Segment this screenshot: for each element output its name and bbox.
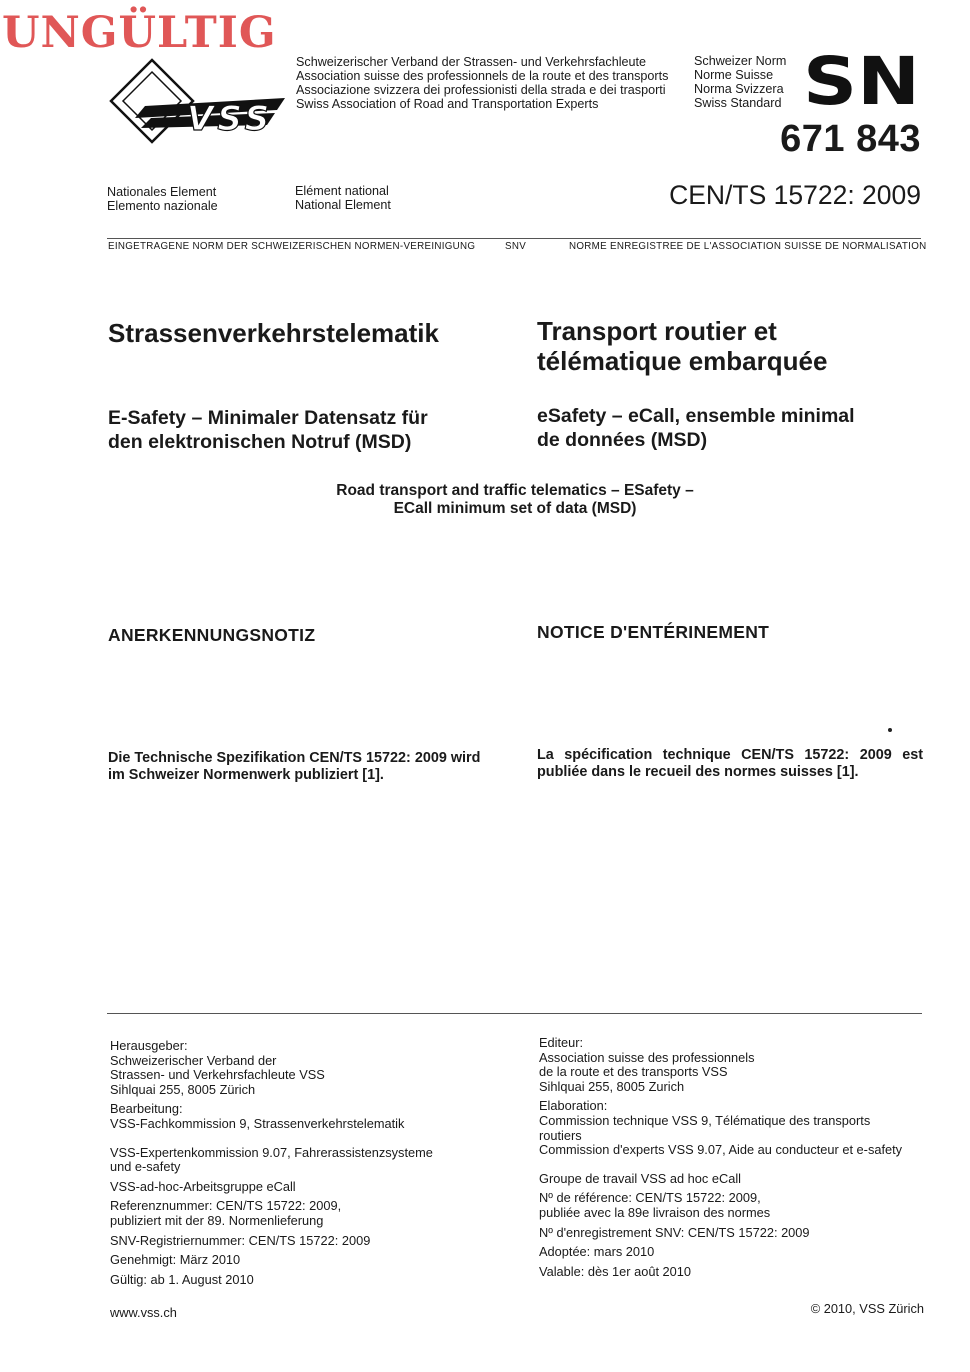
notice-text-fr: La spécification technique CEN/TS 15722: 2009 est publiée dans le recueil des normes suisses [1]. [537,747,923,780]
experts-de-line2: und e-safety [110,1159,181,1175]
national-element-fr: Elément national [295,184,389,198]
register-fr: NORME ENREGISTREE DE L'ASSOCIATION SUISSE DE NORMALISATION [569,241,927,252]
register-snv: SNV [505,241,527,252]
header-divider [107,238,921,239]
subtitle-fr-line1: eSafety – eCall, ensemble minimal [537,405,855,427]
valid-de: Gültig: ab 1. August 2010 [110,1271,254,1287]
website-link[interactable]: www.vss.ch [110,1305,177,1320]
editing-label-de: Bearbeitung: [110,1101,183,1117]
subtitle-de [108,406,428,454]
footer-divider [107,1013,922,1014]
assoc-en: Swiss Association of Road and Transportation Experts [296,97,599,111]
norm-label-de: Schweizer Norm [694,54,787,68]
notice-heading-fr: NOTICE D'ENTÉRINEMENT [537,622,770,642]
register-de: EINGETRAGENE NORM DER SCHWEIZERISCHEN NORMEN-VEREINIGUNG [108,241,476,252]
approved-de: Genehmigt: März 2010 [110,1252,241,1268]
valid-fr: Valable: dès 1er août 2010 [539,1263,692,1279]
assoc-fr: Association suisse des professionnels de la route et des transports [296,69,669,83]
title-en-line1: Road transport and traffic telematics – ESafety – [336,482,694,499]
assoc-it: Associazione svizzera dei professionisti della strada e dei trasporti [296,83,666,97]
publisher-fr-line1: Association suisse des professionnels [539,1049,755,1065]
cen-ts-number: CEN/TS 15722: 2009 [669,180,921,210]
reference-fr-line1: Nº de référence: CEN/TS 15722: 2009, [539,1190,761,1206]
notice-text-de: Die Technische Spezifikation CEN/TS 15722: 2009 wird im Schweizer Normenwerk publiziert [1]. [108,750,481,783]
norm-label-it: Norma Svizzera [694,82,784,96]
working-group-de: VSS-ad-hoc-Arbeitsgruppe eCall [110,1178,296,1194]
norm-labels [694,54,786,110]
reference-de-line1: Referenznummer: CEN/TS 15722: 2009, [110,1198,342,1214]
subtitle-de-line1: E-Safety – Minimaler Datensatz für [108,407,428,429]
national-element-en: National Element [295,198,391,212]
speck-mark [888,728,892,732]
invalid-stamp: UNGÜLTIG [2,8,277,58]
commission-de: VSS-Fachkommission 9, Strassenverkehrstelematik [110,1115,405,1131]
subtitle-de-line2: den elektronischen Notruf (MSD) [108,431,412,453]
national-element-de-it [107,185,218,213]
colophon-de [110,1039,510,1287]
colophon-fr [539,1036,929,1279]
subtitle-fr-line2: de données (MSD) [537,429,708,451]
sn-logo [803,52,921,108]
working-group-fr: Groupe de travail VSS ad hoc eCall [539,1170,742,1186]
commission-fr-line1: Commission technique VSS 9, Télématique des transports [539,1112,871,1128]
assoc-de: Schweizerischer Verband der Strassen- und Verkehrsfachleute [296,55,647,69]
publisher-label-fr: Editeur: [539,1035,584,1050]
subtitle-fr [537,404,855,452]
approved-fr: Adoptée: mars 2010 [539,1244,655,1260]
association-names [296,55,668,111]
logo-text: VSS [187,99,274,139]
title-fr [537,316,827,376]
snv-registration-fr: Nº d'enregistrement SNV: CEN/TS 15722: 2009 [539,1224,810,1240]
publisher-fr-line3: Sihlquai 255, 8005 Zurich [539,1078,685,1094]
notice-heading-de: ANERKENNUNGSNOTIZ [108,625,316,645]
publisher-fr-line2: de la route et des transports VSS [539,1064,728,1080]
norm-label-fr: Norme Suisse [694,68,774,82]
national-element-de: Nationales Element [107,185,217,199]
publisher-label-de: Herausgeber: [110,1038,188,1053]
editing-label-fr: Elaboration: [539,1098,608,1114]
copyright: © 2010, VSS Zürich [810,1301,924,1316]
experts-fr: Commission d'experts VSS 9.07, Aide au conducteur et e-safety [539,1142,903,1158]
sn-logo-text: SN [803,52,920,108]
publisher-de-line2: Strassen- und Verkehrsfachleute VSS [110,1067,325,1083]
title-en-line2: ECall minimum set of data (MSD) [393,500,637,517]
title-fr-line1: Transport routier et [537,316,777,346]
vss-logo [105,58,290,144]
norm-label-en: Swiss Standard [694,96,782,110]
reference-de-line2: publiziert mit der 89. Normenlieferung [110,1212,324,1228]
commission-fr-line2: routiers [539,1127,582,1143]
title-en [270,482,760,518]
publisher-de-line3: Sihlquai 255, 8005 Zürich [110,1081,256,1097]
reference-fr-line2: publiée avec la 89e livraison des normes [539,1204,771,1220]
title-de: Strassenverkehrstelematik [108,318,439,348]
title-fr-line2: télématique embarquée [537,346,828,376]
norm-number: 671 843 [780,118,921,160]
snv-registration-de: SNV-Registriernummer: CEN/TS 15722: 2009 [110,1232,371,1248]
national-element-fr-en [295,184,391,212]
experts-de-line1: VSS-Expertenkommission 9.07, Fahrerassistenzsysteme [110,1144,433,1160]
publisher-de-line1: Schweizerischer Verband der [110,1052,277,1068]
national-element-it: Elemento nazionale [107,199,218,213]
